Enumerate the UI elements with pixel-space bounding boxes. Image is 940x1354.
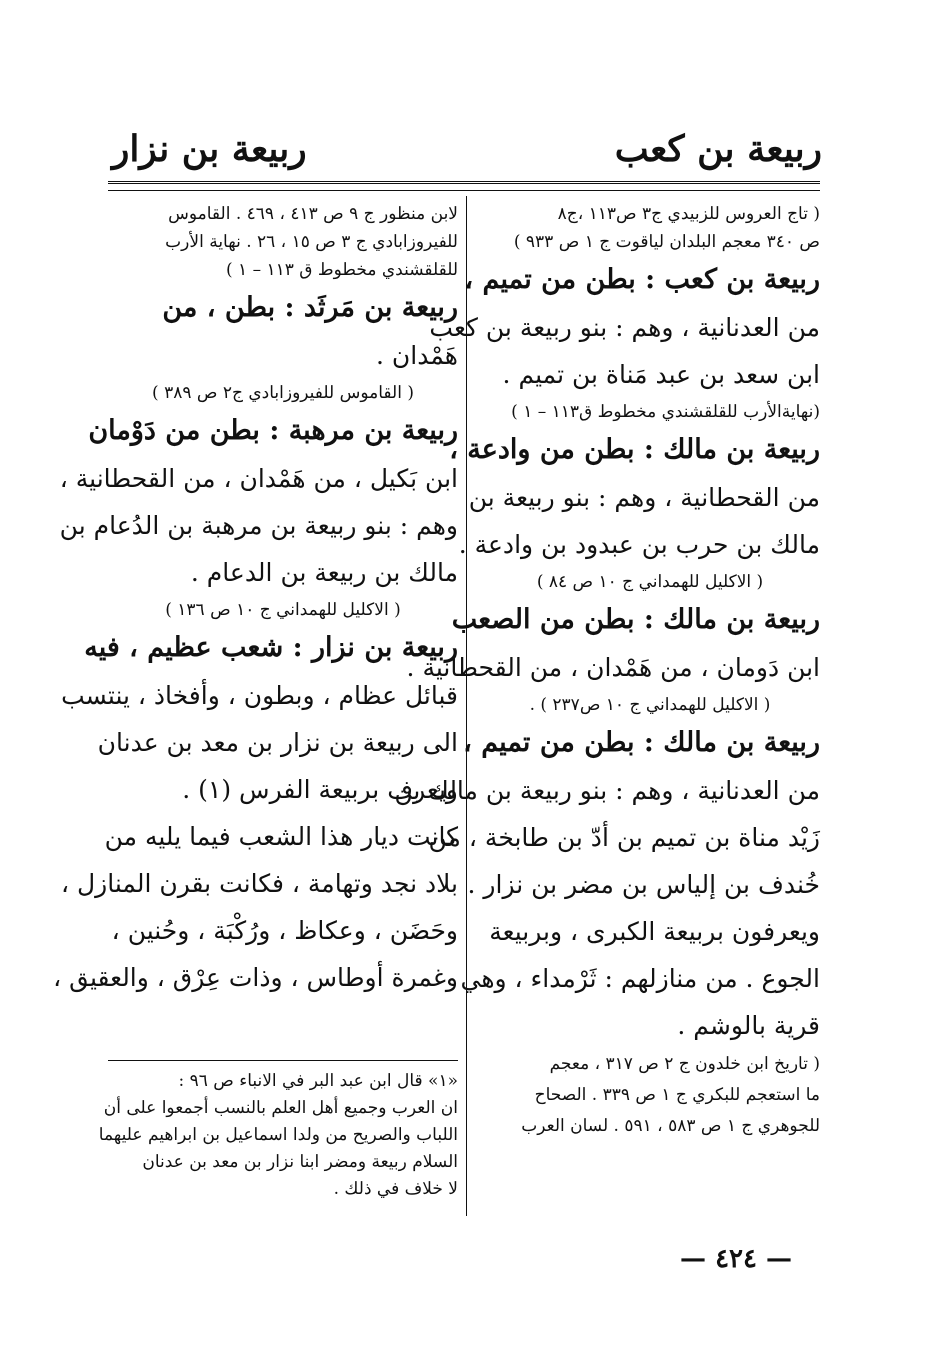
- body-text-line: ابن دَومان ، من هَمْدان ، من القحطانية .: [406, 653, 820, 682]
- body-text-line: وغمرة أوطاس ، وذات عِرْق ، والعقيق ،: [53, 963, 458, 992]
- right-column: [394, 200, 820, 1142]
- running-header-right: ربيعة بن كعب: [614, 128, 822, 170]
- body-text-line: وحَضَن ، وعكاظ ، ورُكْبَة ، وحُنين ،: [111, 916, 458, 945]
- left-column: [53, 200, 458, 1001]
- body-text-line: هَمْدان .: [376, 341, 458, 370]
- reference-line: للفيروزابادي ج ٣ ص ١٥ ، ٢٦ . نهاية الأرب: [165, 232, 458, 252]
- body-text-line: زَيْد مناة بن تميم بن أدّ بن طابخة ، من: [428, 823, 820, 852]
- running-header-left: ربيعة بن نزار: [112, 128, 307, 170]
- reference-line: (نهايةالأرب للقلقشندي مخطوط ق١١٣ – ١ ): [511, 402, 820, 422]
- entry-heading-line: ربيعة بن مالك : بطن من وادعة ،: [449, 434, 820, 465]
- footnote-line: السلام ربيعة ومضر ابنا نزار بن معد بن عدنان: [142, 1152, 458, 1172]
- reference-line: ( تاريخ ابن خلدون ج ٢ ص ٣١٧ ، معجم: [549, 1054, 820, 1074]
- footnote-line: اللباب والصريح من ولدا اسماعيل بن ابراهيم عليهما: [98, 1125, 458, 1145]
- entry-heading-line: ربيعة بن مرهبة : بطن من دَوْمان: [88, 415, 458, 446]
- reference-line: ( الاكليل للهمداني ج ١٠ ص٢٣٧ ) .: [529, 695, 771, 715]
- body-text-line: الى ربيعة بن نزار بن معد بن عدنان: [97, 728, 458, 757]
- body-text-line: كانت ديار هذا الشعب فيما يليه من: [104, 822, 458, 851]
- footnote-line: «١» قال ابن عبد البر في الانباء ص ٩٦ :: [178, 1071, 458, 1091]
- footnote-line: ان العرب وجميع أهل العلم بالنسب أجمعوا على أن: [103, 1098, 458, 1118]
- footnote-line: لا خلاف في ذلك .: [333, 1179, 458, 1199]
- footnote: [98, 1068, 458, 1203]
- reference-line: للجوهري ج ١ ص ٥٨٣ ، ٥٩١ . لسان العرب: [521, 1116, 820, 1136]
- body-text-line: بلاد نجد وتهامة ، فكانت بقرن المنازل ،: [60, 869, 458, 898]
- entry-heading-line: ربيعة بن مَرثَد : بطن ، من: [162, 292, 458, 323]
- body-text-line: ويعرفون بربيعة الكبرى ، وبربيعة: [489, 917, 820, 946]
- reference-line: لابن منظور ج ٩ ص ٤١٣ ، ٤٦٩ . القاموس: [168, 204, 458, 224]
- body-text-line: الجوع . من منازلهم : ثَرْمداء ، وهي: [460, 964, 820, 993]
- body-text-line: من القحطانية ، وهم : بنو ربيعة بن: [468, 483, 820, 512]
- reference-line: ما استعجم للبكري ج ١ ص ٣٣٩ . الصحاح: [534, 1085, 820, 1105]
- entry-heading-line: ربيعة بن نزار : شعب عظيم ، فيه: [84, 632, 458, 663]
- footnote-rule: [108, 1060, 458, 1061]
- body-text-line: ويعرف بربيعة الفرس (١) .: [182, 775, 458, 804]
- body-text-line: من العدنانية ، وهم : بنو ربيعة بن كعب: [429, 313, 820, 342]
- reference-line: ( الاكليل للهمداني ج ١٠ ص ٨٤ ): [536, 572, 764, 592]
- body-text-line: مالك بن حرب بن عبدود بن وادعة .: [458, 530, 820, 559]
- body-text-line: قرية بالوشم .: [677, 1011, 820, 1040]
- reference-line: ( تاج العروس للزبيدي ج٣ ص١١٣ ،ج٨: [557, 204, 820, 224]
- reference-line: ( القاموس للفيروزابادي ج٢ ص ٣٨٩ ): [152, 383, 414, 403]
- entry-heading-line: ربيعة بن كعب : بطن من تميم ،: [464, 264, 820, 295]
- body-text-line: مالك بن ربيعة بن الدعام .: [190, 558, 458, 587]
- reference-line: للقلقشندي مخطوط ق ١١٣ – ١ ): [226, 260, 458, 280]
- body-text-line: وهم : بنو ربيعة بن مرهبة بن الدُعام بن: [59, 511, 458, 540]
- body-text-line: ابن بَكيل ، من هَمْدان ، من القحطانية ،: [59, 464, 458, 493]
- entry-heading-line: ربيعة بن مالك : بطن من تميم ،: [463, 727, 820, 758]
- entry-heading-line: ربيعة بن مالك : بطن من الصعب: [451, 604, 820, 635]
- header-rule-thin: [108, 190, 820, 191]
- body-text-line: خُندف بن إلياس بن مضر بن نزار .: [467, 870, 820, 899]
- reference-line: ( الاكليل للهمداني ج ١٠ ص ١٣٦ ): [165, 600, 401, 620]
- header-rule: [108, 181, 820, 184]
- reference-line: ص ٣٤٠ معجم البلدان لياقوت ج ١ ص ٩٣٣ ): [513, 232, 820, 252]
- body-text-line: قبائل عظام ، وبطون ، وأفخاذ ، ينتسب: [61, 681, 458, 710]
- body-text-line: من العدنانية ، وهم : بنو ربيعة بن مالك بن: [394, 776, 820, 805]
- body-text-line: ابن سعد بن عبد مَناة بن تميم .: [502, 360, 820, 389]
- page-number: — ٤٢٤ —: [680, 1244, 793, 1274]
